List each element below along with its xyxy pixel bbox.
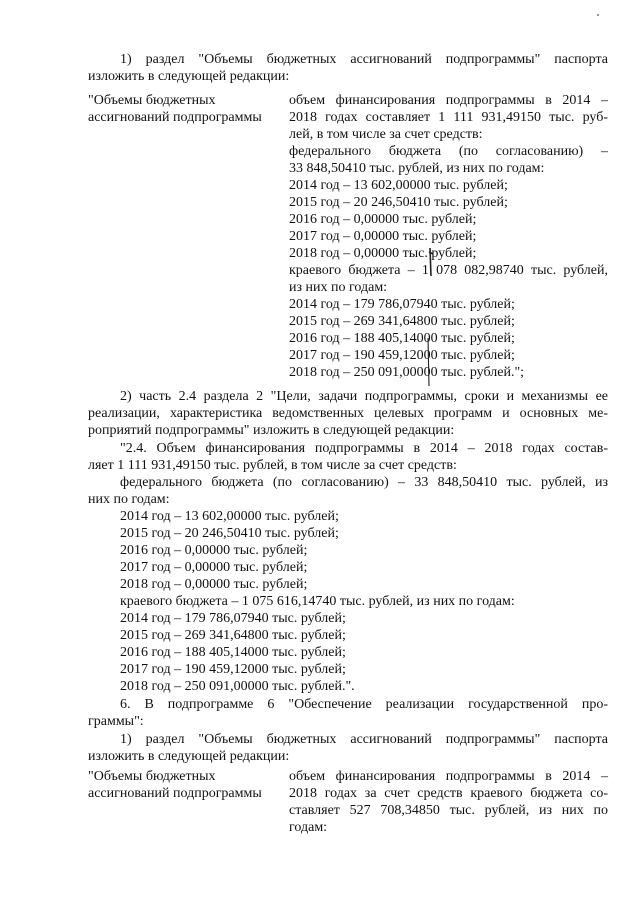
paragraph-line: них по годам: <box>88 492 170 507</box>
table-right-line: 2016 год – 188 405,14000 тыс. рублей; <box>289 331 515 346</box>
section-heading-line: граммы": <box>88 714 144 729</box>
paragraph-line: 1) раздел "Объемы бюджетных ассигнований подпрограммы" паспорта <box>120 732 608 747</box>
table-right-line: 2017 год – 190 459,12000 тыс. рублей; <box>289 348 515 363</box>
table-right-line: 2017 год – 0,00000 тыс. рублей; <box>289 229 477 244</box>
table-right-line: 2018 год – 0,00000 тыс. рублей; <box>289 246 477 261</box>
table-right-line: 2018 год – 250 091,00000 тыс. рублей."; <box>289 365 525 380</box>
table-right-line: объем финансирования подпрограммы в 2014 – <box>289 93 608 108</box>
table-right-line: краевого бюджета – 1 078 082,98740 тыс. рублей, <box>289 263 608 278</box>
paragraph-line: изложить в следующей редакции: <box>88 69 290 84</box>
table-right-line: объем финансирования подпрограммы в 2014 – <box>289 769 608 784</box>
pen-mark <box>420 246 450 391</box>
table-right-line: 2014 год – 13 602,00000 тыс. рублей; <box>289 178 508 193</box>
table-left-label: "Объемы бюджетных <box>88 93 216 108</box>
table-right-line: федерального бюджета (по согласованию) – <box>289 144 608 159</box>
table-right-line: 2015 год – 269 341,64800 тыс. рублей; <box>289 314 515 329</box>
year-line: 2018 год – 250 091,00000 тыс. рублей.". <box>120 679 355 694</box>
year-line: 2017 год – 190 459,12000 тыс. рублей; <box>120 662 346 677</box>
paragraph-line: роприятий подпрограммы" изложить в следующей редакции: <box>88 423 455 438</box>
year-line: 2016 год – 0,00000 тыс. рублей; <box>120 543 308 558</box>
paragraph-line: 1) раздел "Объемы бюджетных ассигнований подпрограммы" паспорта <box>120 52 608 67</box>
paragraph-line: "2.4. Объем финансирования подпрограммы в 2014 – 2018 годах состав- <box>120 441 608 456</box>
table-right-line: 2014 год – 179 786,07940 тыс. рублей; <box>289 297 515 312</box>
table-left-label: ассигнований подпрограммы <box>88 110 262 125</box>
paragraph-line: краевого бюджета – 1 075 616,14740 тыс. рублей, из них по годам: <box>120 594 515 609</box>
paragraph-line: 2) часть 2.4 раздела 2 "Цели, задачи подпрограммы, сроки и механизмы ее <box>120 389 608 404</box>
paragraph-line: реализации, характеристика ведомственных целевых программ и основных ме- <box>88 406 608 421</box>
table-right-line: 33 848,50410 тыс. рублей, из них по годам: <box>289 161 545 176</box>
table-right-line: из них по годам: <box>289 280 388 295</box>
table-left-label: "Объемы бюджетных <box>88 769 216 784</box>
table-right-line: 2018 годах за счет средств краевого бюджета со- <box>289 786 608 801</box>
year-line: 2014 год – 13 602,00000 тыс. рублей; <box>120 509 339 524</box>
scan-dot <box>597 14 599 16</box>
paragraph-line: федерального бюджета (по согласованию) – 33 848,50410 тыс. рублей, из <box>120 475 608 490</box>
table-right-line: 2018 годах составляет 1 111 931,49150 тыс. руб- <box>289 110 608 125</box>
year-line: 2017 год – 0,00000 тыс. рублей; <box>120 560 308 575</box>
year-line: 2016 год – 188 405,14000 тыс. рублей; <box>120 645 346 660</box>
paragraph-line: ляет 1 111 931,49150 тыс. рублей, в том числе за счет средств: <box>88 458 457 473</box>
section-heading-line: 6. В подпрограмме 6 "Обеспечение реализации государственной про- <box>120 697 608 712</box>
paragraph-line: изложить в следующей редакции: <box>88 749 290 764</box>
year-line: 2015 год – 269 341,64800 тыс. рублей; <box>120 628 346 643</box>
year-line: 2018 год – 0,00000 тыс. рублей; <box>120 577 308 592</box>
table-right-line: ставляет 527 708,34850 тыс. рублей, из них по <box>289 803 608 818</box>
table-right-line: 2016 год – 0,00000 тыс. рублей; <box>289 212 477 227</box>
table-right-line: 2015 год – 20 246,50410 тыс. рублей; <box>289 195 508 210</box>
table-right-line: лей, в том числе за счет средств: <box>289 127 483 142</box>
table-right-line: годам: <box>289 820 328 835</box>
year-line: 2014 год – 179 786,07940 тыс. рублей; <box>120 611 346 626</box>
table-left-label: ассигнований подпрограммы <box>88 786 262 801</box>
year-line: 2015 год – 20 246,50410 тыс. рублей; <box>120 526 339 541</box>
